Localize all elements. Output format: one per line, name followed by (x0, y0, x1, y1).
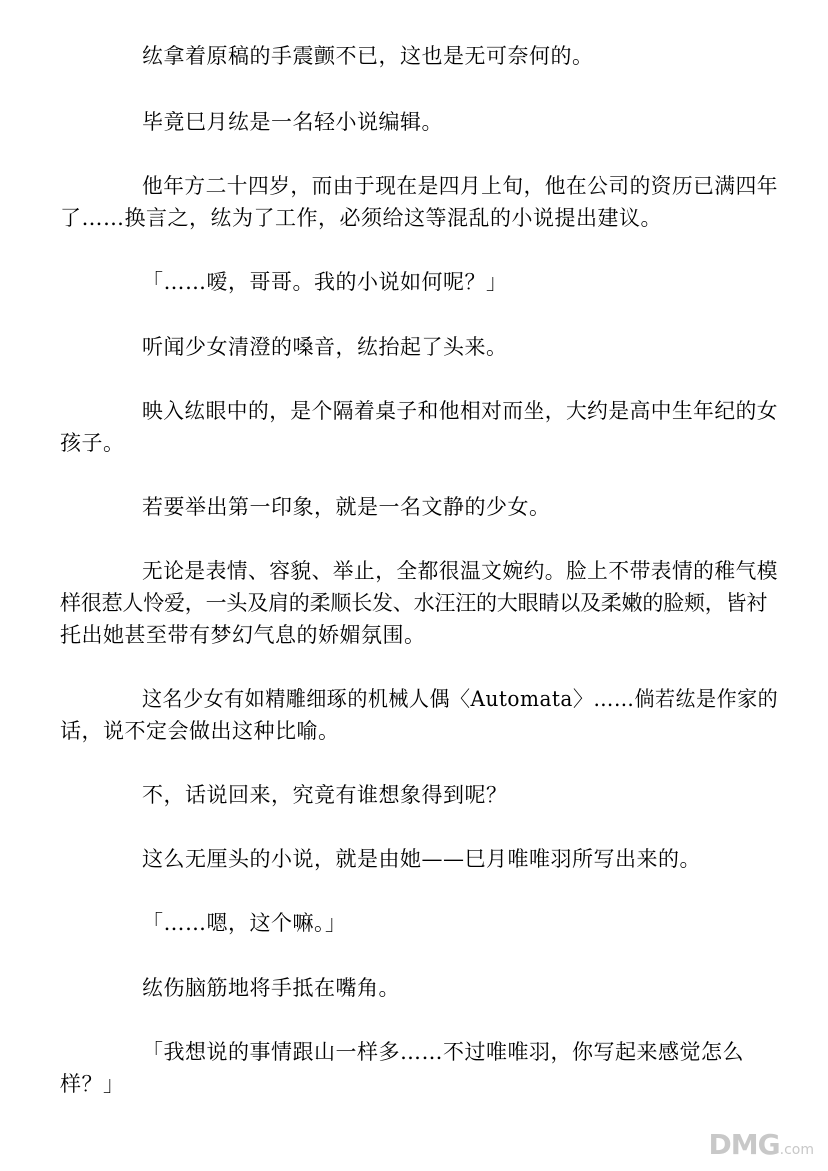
text-line: 样很惹人怜爱，一头及肩的柔顺长发、水汪汪的大眼睛以及柔嫩的脸颊，皆衬 (60, 591, 768, 615)
text-line: 「……嗯，这个嘛。」 (142, 911, 347, 935)
text-line: 他年方二十四岁，而由于现在是四月上旬，他在公司的资历已满四年 (142, 174, 778, 198)
watermark-logo (709, 1128, 814, 1161)
text-line: 听闻少女清澄的嗓音，纮抬起了头来。 (142, 335, 508, 359)
text-line: 不，话说回来，究竟有谁想象得到呢？ (142, 783, 508, 807)
watermark-suffix: .com (779, 1142, 814, 1158)
text-line: 毕竟巳月纮是一名轻小说编辑。 (142, 110, 443, 134)
text-line: 映入纮眼中的，是个隔着桌子和他相对而坐，大约是高中生年纪的女 (142, 399, 778, 423)
text-line: 无论是表情、容貌、举止，全都很温文婉约。脸上不带表情的稚气模 (142, 559, 778, 583)
text-line: 了……换言之，纮为了工作，必须给这等混乱的小说提出建议。 (60, 206, 662, 230)
text-line: 「我想说的事情跟山一样多……不过唯唯羽，你写起来感觉怎么 (142, 1040, 744, 1064)
text-line: 纮伤脑筋地将手抵在嘴角。 (142, 976, 400, 1000)
text-line: 纮拿着原稿的手震颤不已，这也是无可奈何的。 (142, 44, 594, 68)
text-line: 话，说不定会做出这种比喻。 (60, 719, 340, 743)
watermark-main: DMG (708, 1128, 780, 1161)
text-line: 这名少女有如精雕细琢的机械人偶〈Automata〉……倘若纮是作家的 (142, 687, 779, 711)
text-line: 样？」 (60, 1072, 125, 1096)
text-line: 这么无厘头的小说，就是由她——巳月唯唯羽所写出来的。 (142, 847, 701, 871)
text-line: 若要举出第一印象，就是一名文静的少女。 (142, 495, 551, 519)
text-line: 「……嗳，哥哥。我的小说如何呢？」 (142, 270, 508, 294)
text-line: 孩子。 (60, 431, 125, 455)
text-line: 托出她甚至带有梦幻气息的娇媚氛围。 (60, 623, 426, 647)
